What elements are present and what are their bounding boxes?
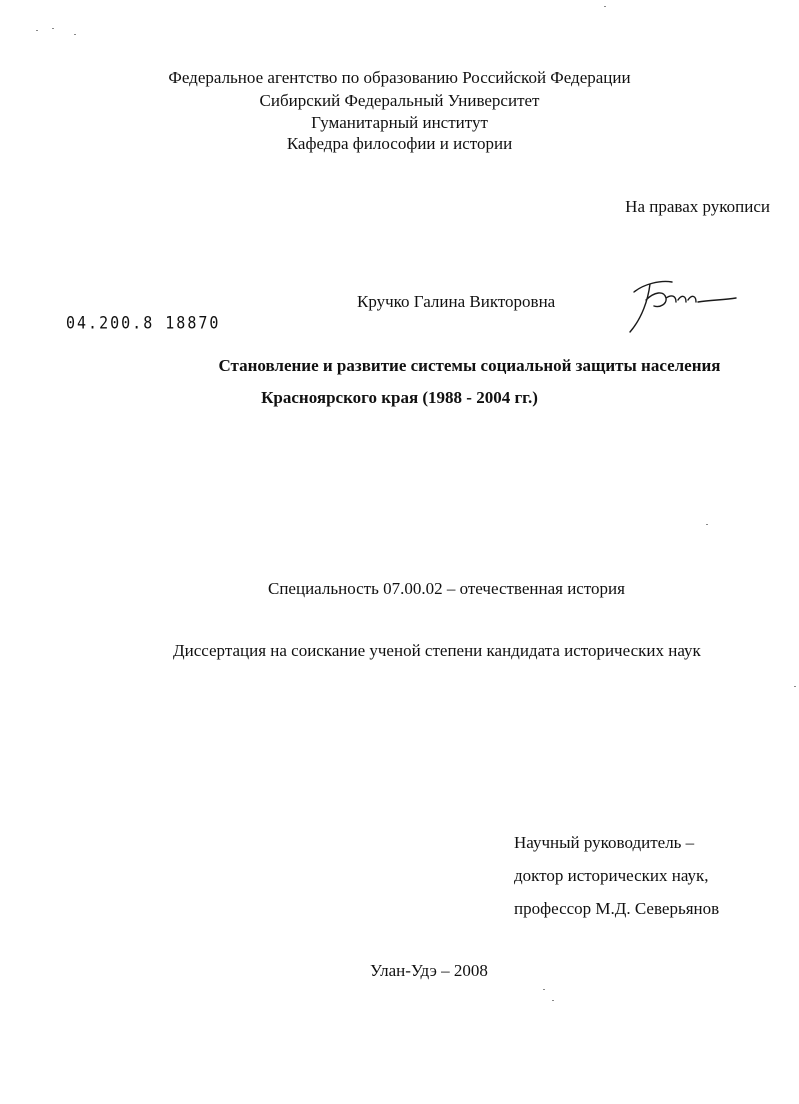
scan-speck <box>52 28 54 29</box>
author-signature <box>620 270 740 340</box>
supervisor-line-3: профессор М.Д. Северьянов <box>514 899 720 918</box>
scan-speck <box>706 524 708 525</box>
scan-speck <box>74 34 76 35</box>
scan-speck <box>794 686 796 687</box>
scan-speck <box>36 30 38 31</box>
university-line: Сибирский Федеральный Университет <box>259 91 540 110</box>
supervisor-line-1: Научный руководитель – <box>514 833 695 852</box>
scan-speck <box>604 6 606 7</box>
rights-note: На правах рукописи <box>625 197 770 216</box>
scan-speck <box>552 1000 554 1001</box>
specialty-line: Специальность 07.00.02 – отечественная история <box>268 579 625 598</box>
supervisor-line-2: доктор исторических наук, <box>514 866 709 885</box>
department-line: Кафедра философии и истории <box>286 134 513 153</box>
title-line-1: Становление и развитие системы социальной защиты населения <box>218 356 721 375</box>
purpose-line: Диссертация на соискание ученой степени кандидата исторических наук <box>173 641 701 660</box>
institute-line: Гуманитарный институт <box>311 113 488 132</box>
agency-line: Федеральное агентство по образованию Российской Федерации <box>168 68 631 87</box>
place-year: Улан-Удэ – 2008 <box>370 961 488 980</box>
author-name: Кручко Галина Викторовна <box>357 292 556 311</box>
scan-speck <box>543 989 545 990</box>
registry-code: 04.200.8 18870 <box>66 312 221 334</box>
title-line-2: Красноярского края (1988 - 2004 гг.) <box>261 388 538 407</box>
